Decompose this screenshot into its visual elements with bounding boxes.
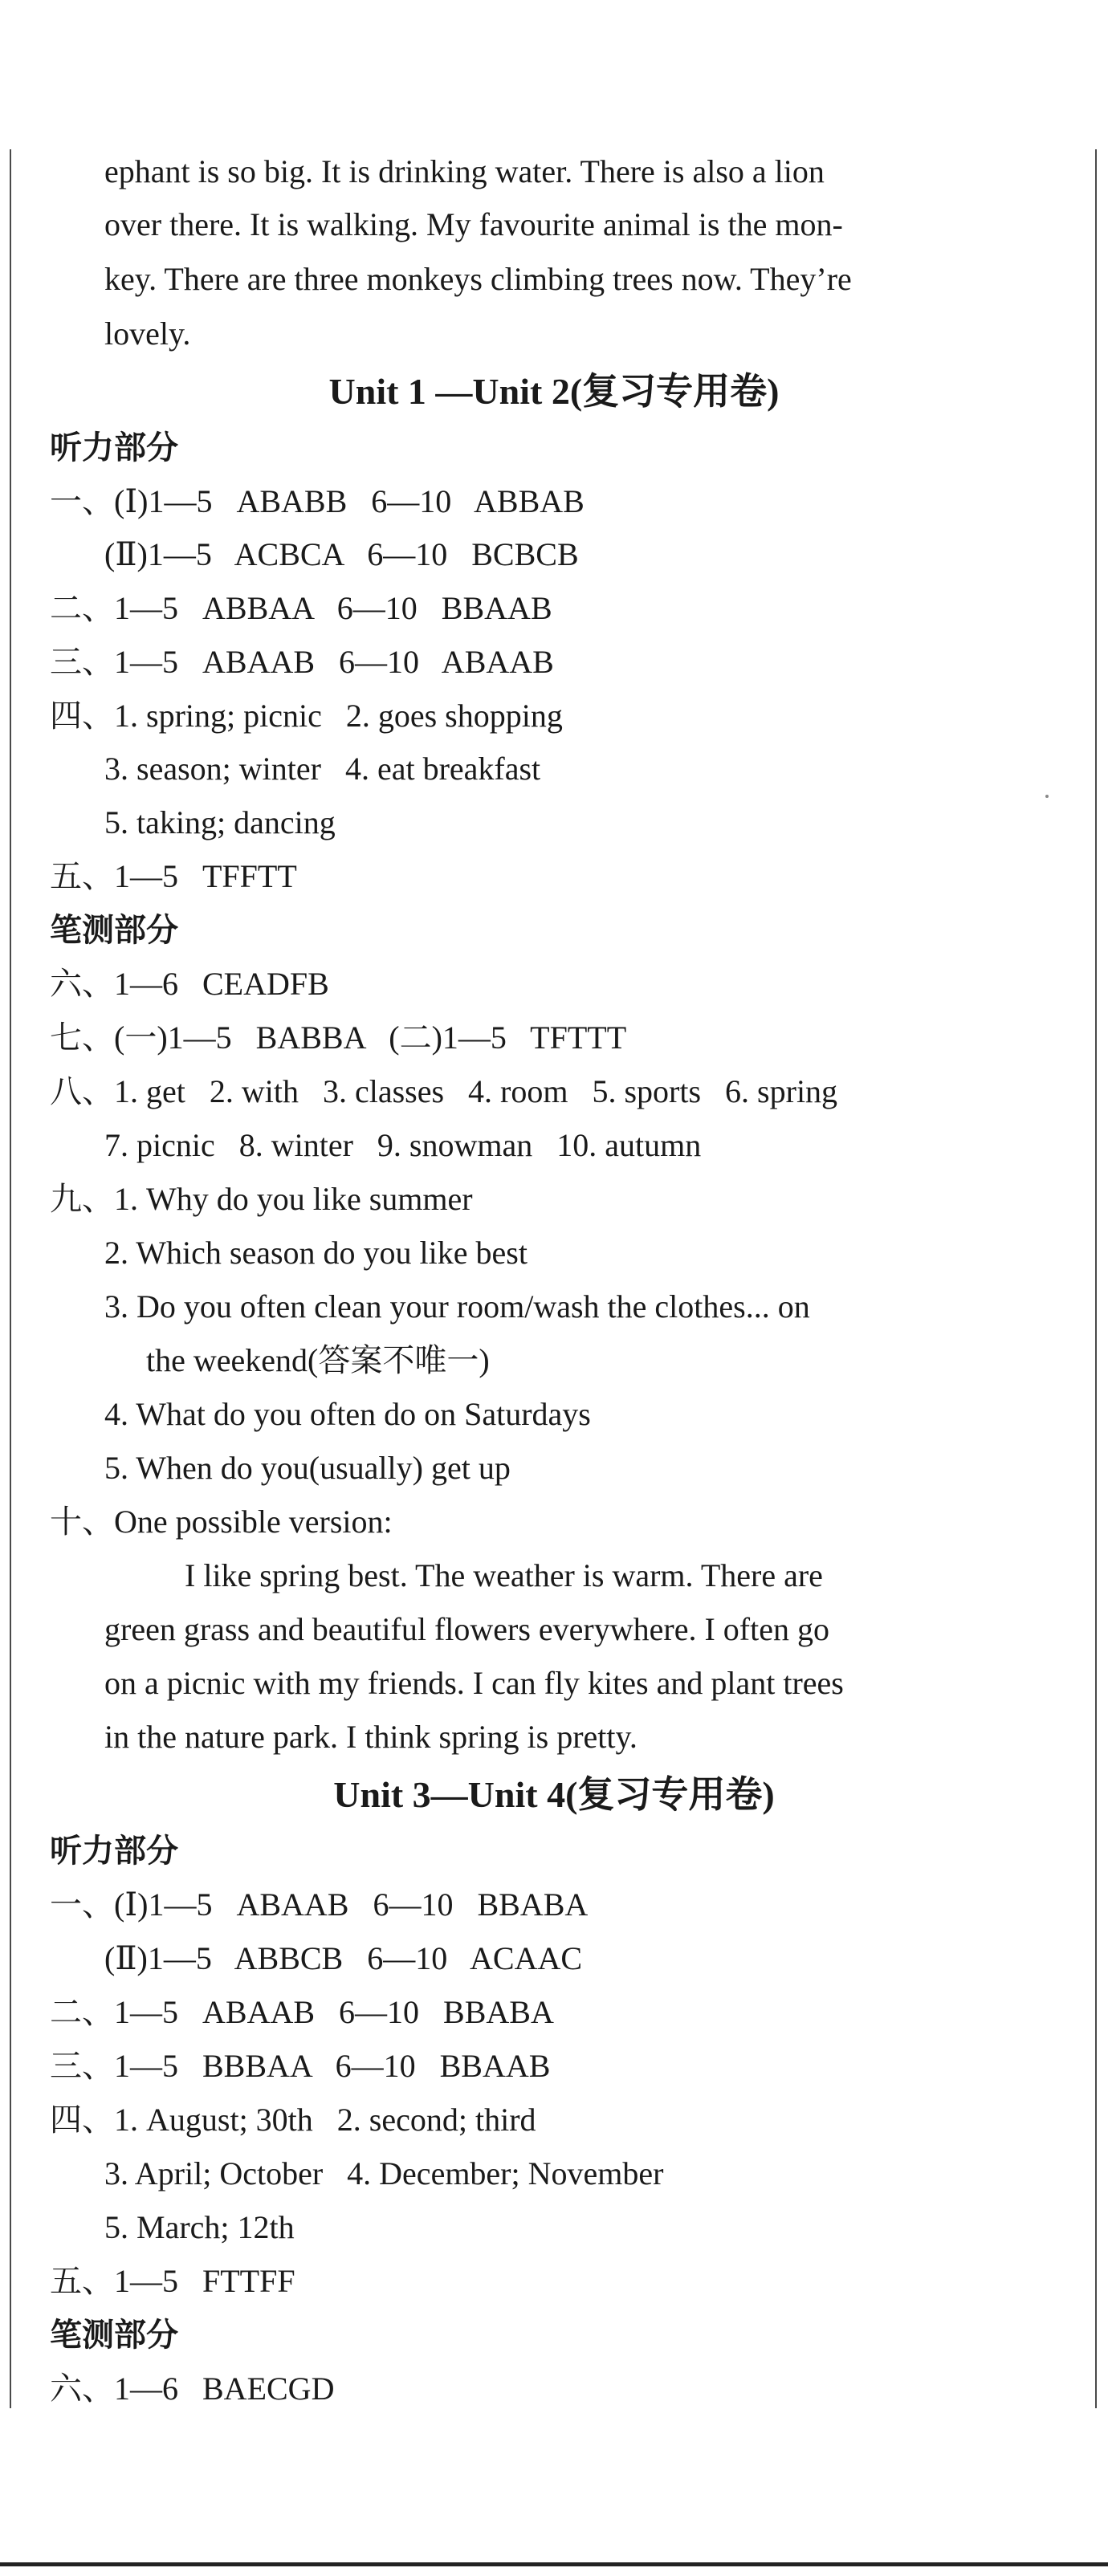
answer-line: 3. season; winter 4. eat breakfast — [104, 751, 541, 787]
answer-line: 一、(Ⅰ)1—5 ABAAB 6—10 BBABA — [50, 1886, 589, 1923]
answer-line: 六、1—6 BAECGD — [50, 2370, 335, 2407]
answer-line: 十、One possible version: — [50, 1504, 393, 1540]
answer-line: 五、1—5 FTTFF — [50, 2263, 295, 2299]
essay-line: on a picnic with my friends. I can fly kites and plant trees — [104, 1665, 844, 1701]
unit12-listening-section: 听力部分 — [50, 429, 178, 466]
answer-line: 三、1—5 BBBAA 6—10 BBAAB — [50, 2048, 551, 2084]
answer-line: 四、1. August; 30th 2. second; third — [50, 2102, 536, 2138]
answer-line: 三、1—5 ABAAB 6—10 ABAAB — [50, 644, 554, 680]
unit12-written-section: 笔测部分 — [50, 912, 178, 949]
left-margin-rule — [10, 149, 11, 2408]
answer-line: 3. April; October 4. December; November — [104, 2155, 664, 2191]
passage-line: key. There are three monkeys climbing trees now. They’re — [104, 261, 852, 297]
answer-line: 二、1—5 ABBAA 6—10 BBAAB — [50, 590, 552, 626]
essay-line: I like spring best. The weather is warm. There are — [185, 1557, 823, 1593]
answer-line: 4. What do you often do on Saturdays — [104, 1396, 591, 1432]
answer-line: 3. Do you often clean your room/wash the clothes... on — [104, 1288, 810, 1325]
answer-line: the weekend(答案不唯一) — [146, 1342, 490, 1378]
essay-line: green grass and beautiful flowers everywhere. I often go — [104, 1611, 829, 1647]
bottom-rule — [0, 2562, 1108, 2566]
answer-line: 5. taking; dancing — [104, 804, 336, 840]
passage-line: over there. It is walking. My favourite animal is the mon- — [104, 206, 843, 242]
essay-line: in the nature park. I think spring is pretty. — [104, 1719, 638, 1755]
answer-line: (Ⅱ)1—5 ACBCA 6—10 BCBCB — [104, 536, 579, 572]
answer-line: 八、1. get 2. with 3. classes 4. room 5. sports 6. spring — [50, 1073, 838, 1109]
unit34-heading: Unit 3—Unit 4(复习专用卷) — [333, 1774, 775, 1815]
answer-line: 7. picnic 8. winter 9. snowman 10. autumn — [104, 1127, 702, 1163]
answer-line: 5. March; 12th — [104, 2209, 295, 2245]
unit12-heading: Unit 1 —Unit 2(复习专用卷) — [328, 371, 780, 412]
answer-line: 九、1. Why do you like summer — [50, 1181, 473, 1217]
answer-line: 五、1—5 TFFTT — [50, 858, 297, 894]
answer-line: 一、(Ⅰ)1—5 ABABB 6—10 ABBAB — [50, 483, 585, 519]
unit34-listening-section: 听力部分 — [50, 1833, 178, 1870]
answer-line: 七、(一)1—5 BABBA (二)1—5 TFTTT — [50, 1019, 627, 1056]
passage-line: ephant is so big. It is drinking water. There is also a lion — [104, 153, 825, 189]
passage-line: lovely. — [104, 315, 191, 352]
scan-speck — [1045, 795, 1049, 798]
answer-line: 二、1—5 ABAAB 6—10 BBABA — [50, 1994, 554, 2030]
answer-line: 5. When do you(usually) get up — [104, 1450, 511, 1486]
answer-line: 六、1—6 CEADFB — [50, 966, 329, 1002]
answer-line: 四、1. spring; picnic 2. goes shopping — [50, 698, 563, 734]
answer-line: (Ⅱ)1—5 ABBCB 6—10 ACAAC — [104, 1940, 583, 1976]
unit34-written-section: 笔测部分 — [50, 2317, 178, 2354]
answer-line: 2. Which season do you like best — [104, 1235, 528, 1271]
right-margin-rule — [1095, 149, 1097, 2408]
